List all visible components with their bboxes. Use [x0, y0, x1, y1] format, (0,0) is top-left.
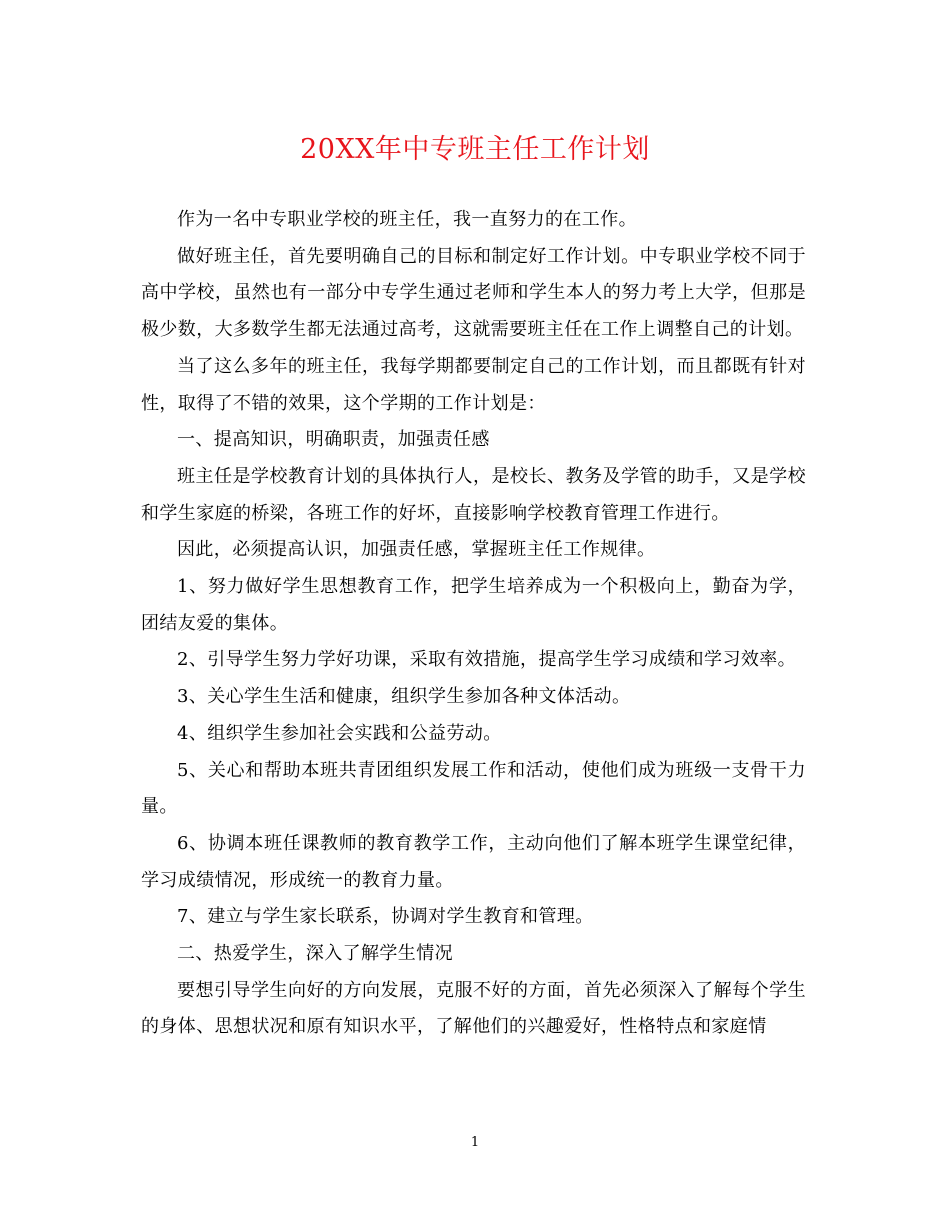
- paragraph: 要想引导学生向好的方向发展，克服不好的方面，首先必须深入了解每个学生的身体、思想状况和原有知识水平，了解他们的兴趣爱好，性格特点和家庭情: [141, 979, 806, 1038]
- paragraph: 作为一名中专职业学校的班主任，我一直努力的在工作。: [177, 209, 637, 230]
- list-item: 5、关心和帮助本班共青团组织发展工作和活动，使他们成为班级一支骨干力量。: [141, 759, 806, 818]
- list-item: 7、建立与学生家长联系，协调对学生教育和管理。: [177, 906, 594, 928]
- page-number: 1: [470, 1135, 480, 1150]
- list-item: 1、努力做好学生思想教育工作，把学生培养成为一个积极向上，勤奋为学，团结友爱的集体。: [141, 576, 806, 634]
- list-item: 2、引导学生努力学好功课，采取有效措施，提高学生学习成绩和学习效率。: [177, 649, 797, 671]
- paragraph: 当了这么多年的班主任，我每学期都要制定自己的工作计划，而且都既有针对性，取得了不错的效果，这个学期的工作计划是：: [141, 355, 806, 414]
- paragraph: 班主任是学校教育计划的具体执行人，是校长、教务及学管的助手，又是学校和学生家庭的桥梁，各班工作的好坏，直接影响学校教育管理工作进行。: [141, 465, 806, 524]
- section-heading: 二、热爱学生，深入了解学生情况: [177, 943, 453, 965]
- section-heading: 一、提高知识，明确职责，加强责任感: [177, 429, 490, 451]
- paragraph: 因此，必须提高认识，加强责任感，掌握班主任工作规律。: [177, 539, 656, 561]
- list-item: 6、协调本班任课教师的教育教学工作，主动向他们了解本班学生课堂纪律，学习成绩情况，形成统一的教育力量。: [141, 832, 806, 891]
- list-item: 4、组织学生参加社会实践和公益劳动。: [177, 722, 502, 744]
- list-item: 3、关心学生生活和健康，组织学生参加各种文体活动。: [177, 686, 631, 708]
- paragraph: 做好班主任，首先要明确自己的目标和制定好工作计划。中专职业学校不同于高中学校，虽然也有一部分中专学生通过老师和学生本人的努力考上大学，但那是极少数，大多数学生都无法通过高考，这就需要班主任在工作上调整自己的计划。: [141, 245, 806, 341]
- document-title: 20XX年中专班主任工作计划: [300, 134, 650, 165]
- document-body: [141, 202, 806, 1046]
